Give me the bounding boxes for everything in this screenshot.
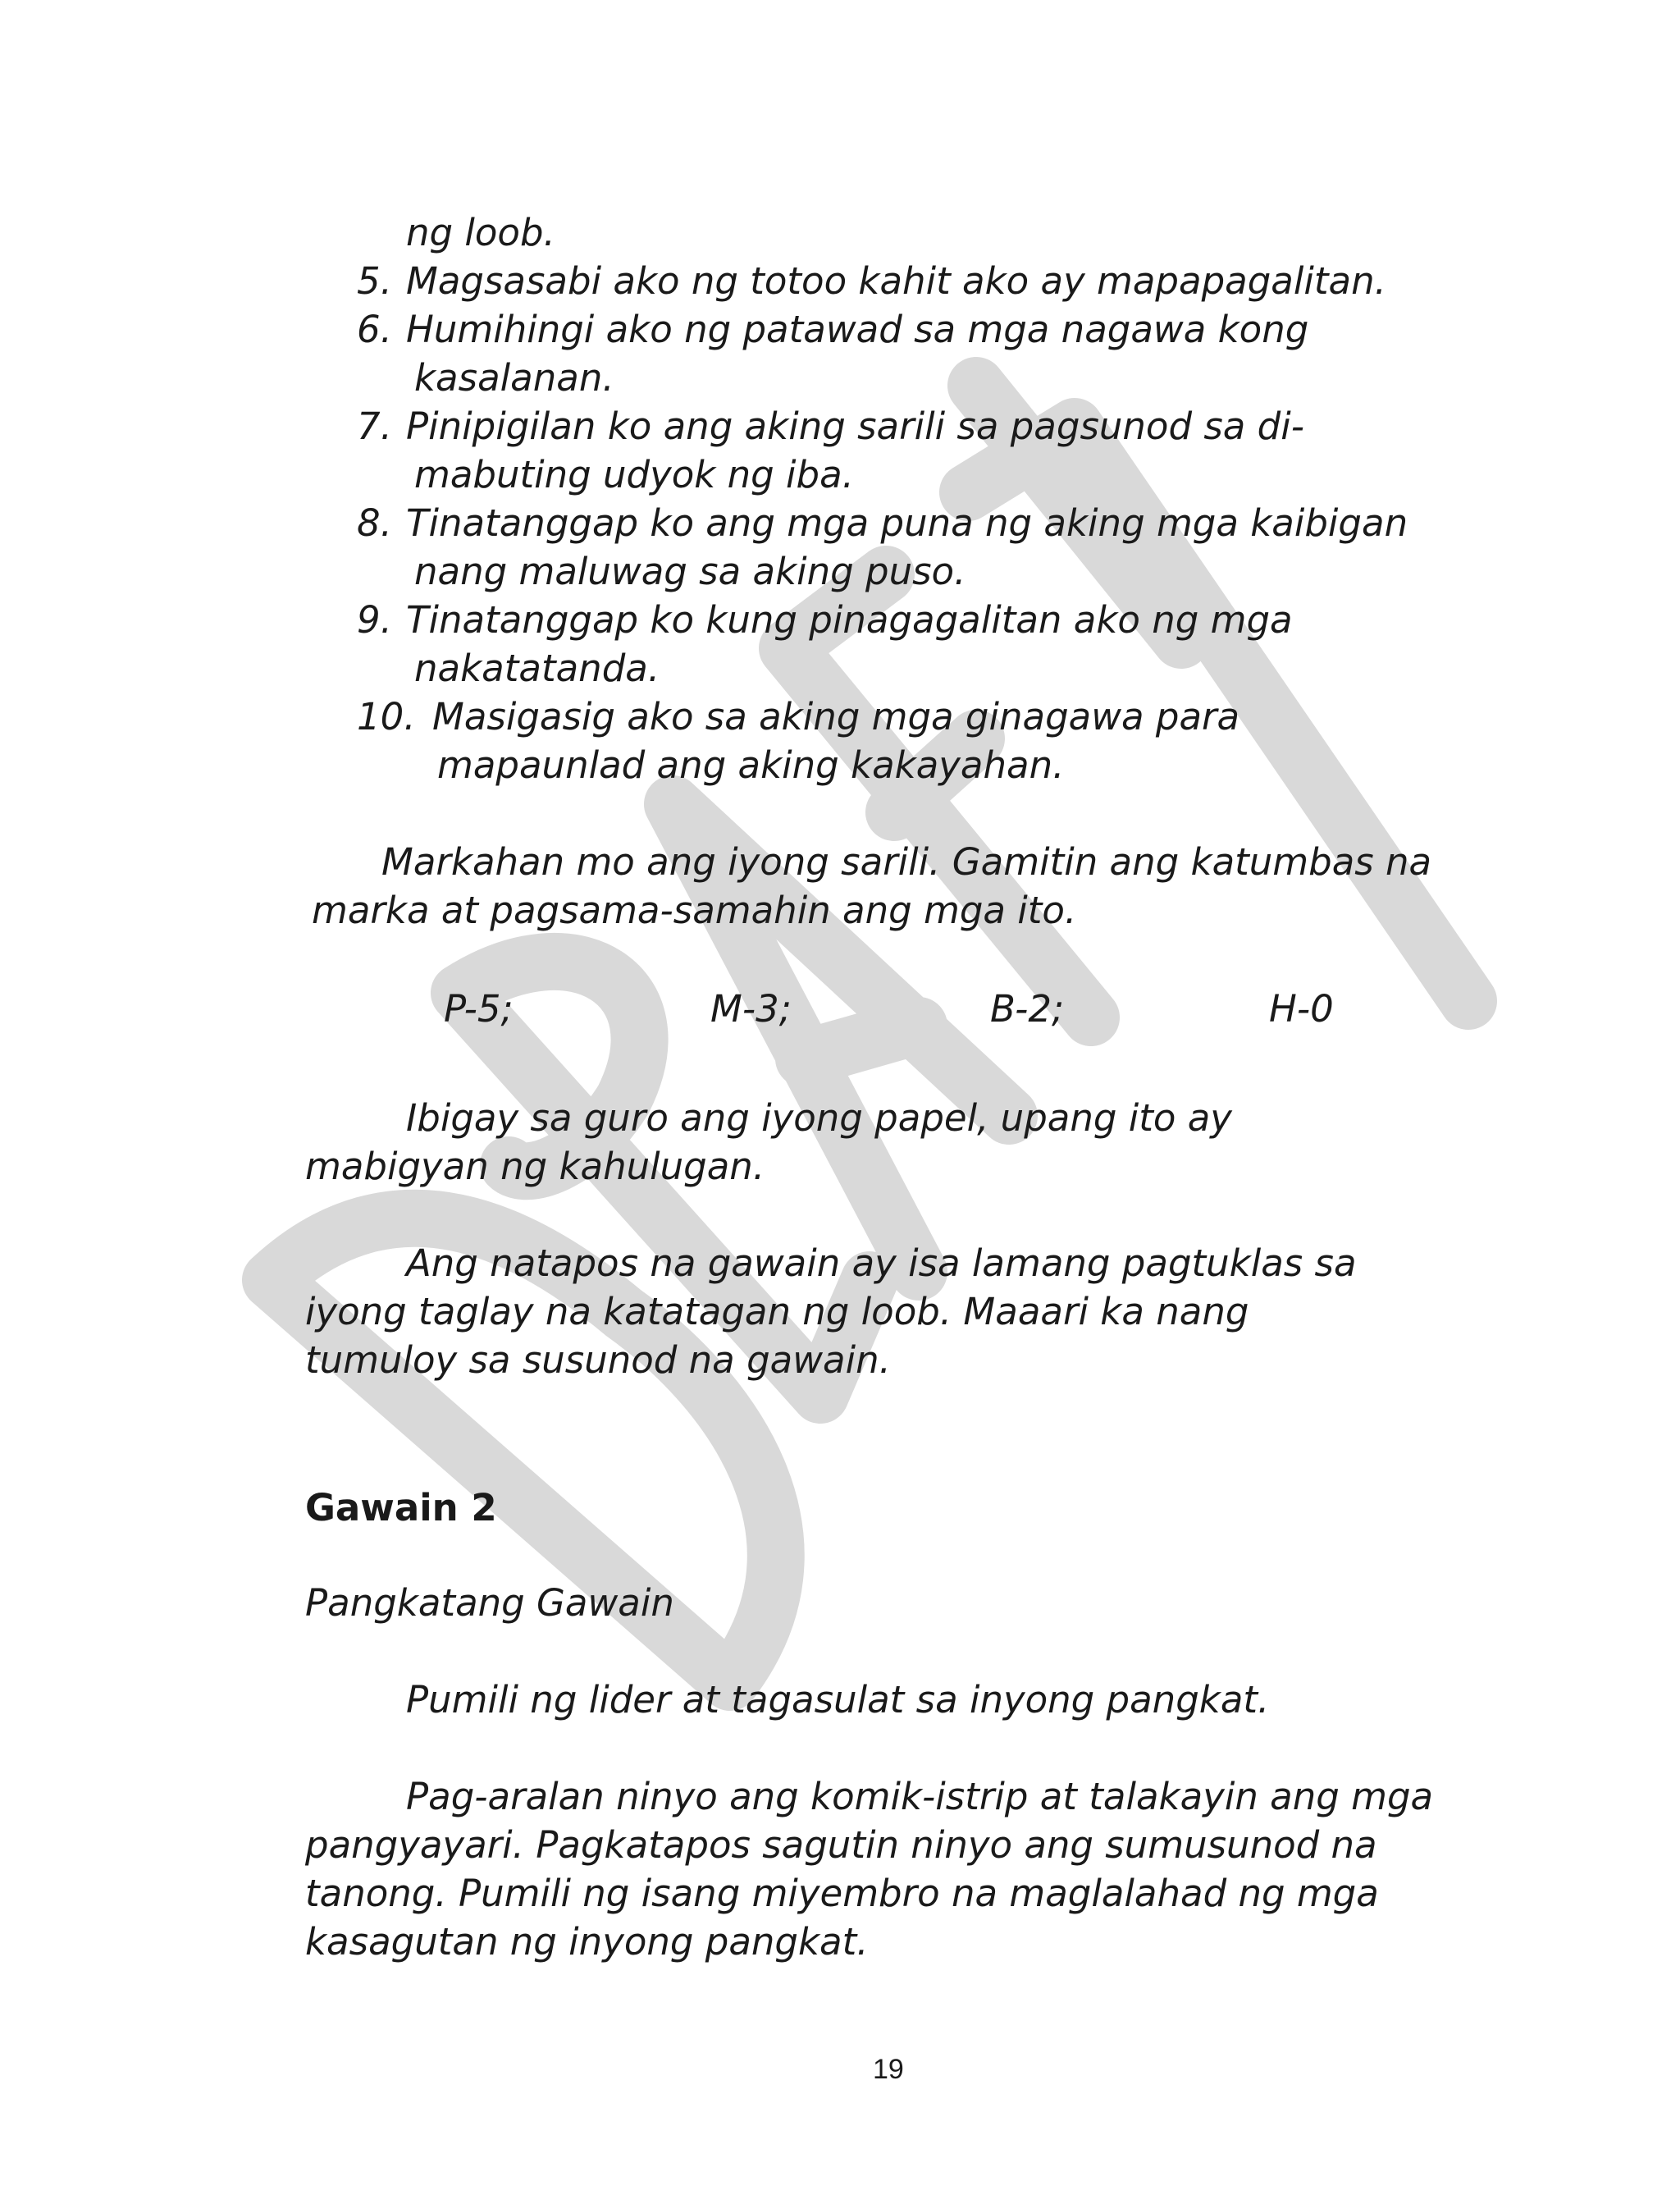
paragraph-line: tumuloy sa susunod na gawain. [305, 1338, 891, 1382]
list-item-text: nang maluwag sa aking puso. [414, 550, 966, 593]
score-value: B-2; [990, 987, 1065, 1031]
paragraph-line: kasagutan ng inyong pangkat. [305, 1920, 869, 1964]
list-item-text: nakatatanda. [414, 647, 660, 690]
list-item-text: Tinatanggap ko ang mga puna ng aking mga kaibigan [406, 501, 1408, 545]
paragraph-line: mabigyan ng kahulugan. [305, 1145, 765, 1188]
list-item-text: Tinatanggap ko kung pinagagalitan ako ng mga [406, 598, 1293, 642]
score-value: H-0 [1269, 987, 1334, 1031]
paragraph-line: iyong taglay na katatagan ng loob. Maaari ka nang [305, 1290, 1249, 1333]
choose-leader-paragraph: Pumili ng lider at tagasulat sa inyong pangkat. [406, 1678, 1270, 1721]
list-item-text: mabuting udyok ng iba. [414, 453, 854, 496]
list-item-number: 5. [357, 259, 392, 303]
paragraph-line: marka at pagsama-samahin ang mga ito. [312, 889, 1077, 932]
section-subheading: Pangkatang Gawain [305, 1581, 674, 1625]
list-item-number: 9. [357, 598, 392, 642]
paragraph-line: Ang natapos na gawain ay isa lamang pagtuklas sa [406, 1241, 1357, 1285]
list-item-number: 8. [357, 501, 392, 545]
list-continuation: ng loob. [406, 211, 555, 254]
list-item-text: Pinipigilan ko ang aking sarili sa pagsunod sa di- [406, 405, 1304, 448]
score-value: M-3; [710, 987, 792, 1031]
paragraph-line: Ibigay sa guro ang iyong papel, upang ito ay [406, 1096, 1232, 1140]
list-item-text: Humihingi ako ng patawad sa mga nagawa kong [406, 308, 1309, 351]
list-item-number: 10. [357, 695, 416, 738]
list-item-text: Masigasig ako sa aking mga ginagawa para [432, 695, 1240, 738]
list-item-text: mapaunlad ang aking kakayahan. [437, 743, 1065, 787]
list-item-number: 7. [357, 405, 392, 448]
list-item-text: Magsasabi ako ng totoo kahit ako ay mapapagalitan. [406, 259, 1386, 303]
paragraph-line: Markahan mo ang iyong sarili. Gamitin ang katumbas na [381, 840, 1432, 884]
section-heading: Gawain 2 [305, 1486, 497, 1529]
page-number: 19 [873, 2054, 904, 2085]
paragraph-line: tanong. Pumili ng isang miyembro na maglalahad ng mga [305, 1872, 1379, 1915]
paragraph-line: pangyayari. Pagkatapos sagutin ninyo ang sumusunod na [305, 1823, 1377, 1867]
list-item-text: kasalanan. [414, 356, 614, 400]
paragraph-line: Pag-aralan ninyo ang komik-istrip at talakayin ang mga [406, 1775, 1434, 1818]
list-item-number: 6. [357, 308, 392, 351]
score-value: P-5; [444, 987, 514, 1031]
